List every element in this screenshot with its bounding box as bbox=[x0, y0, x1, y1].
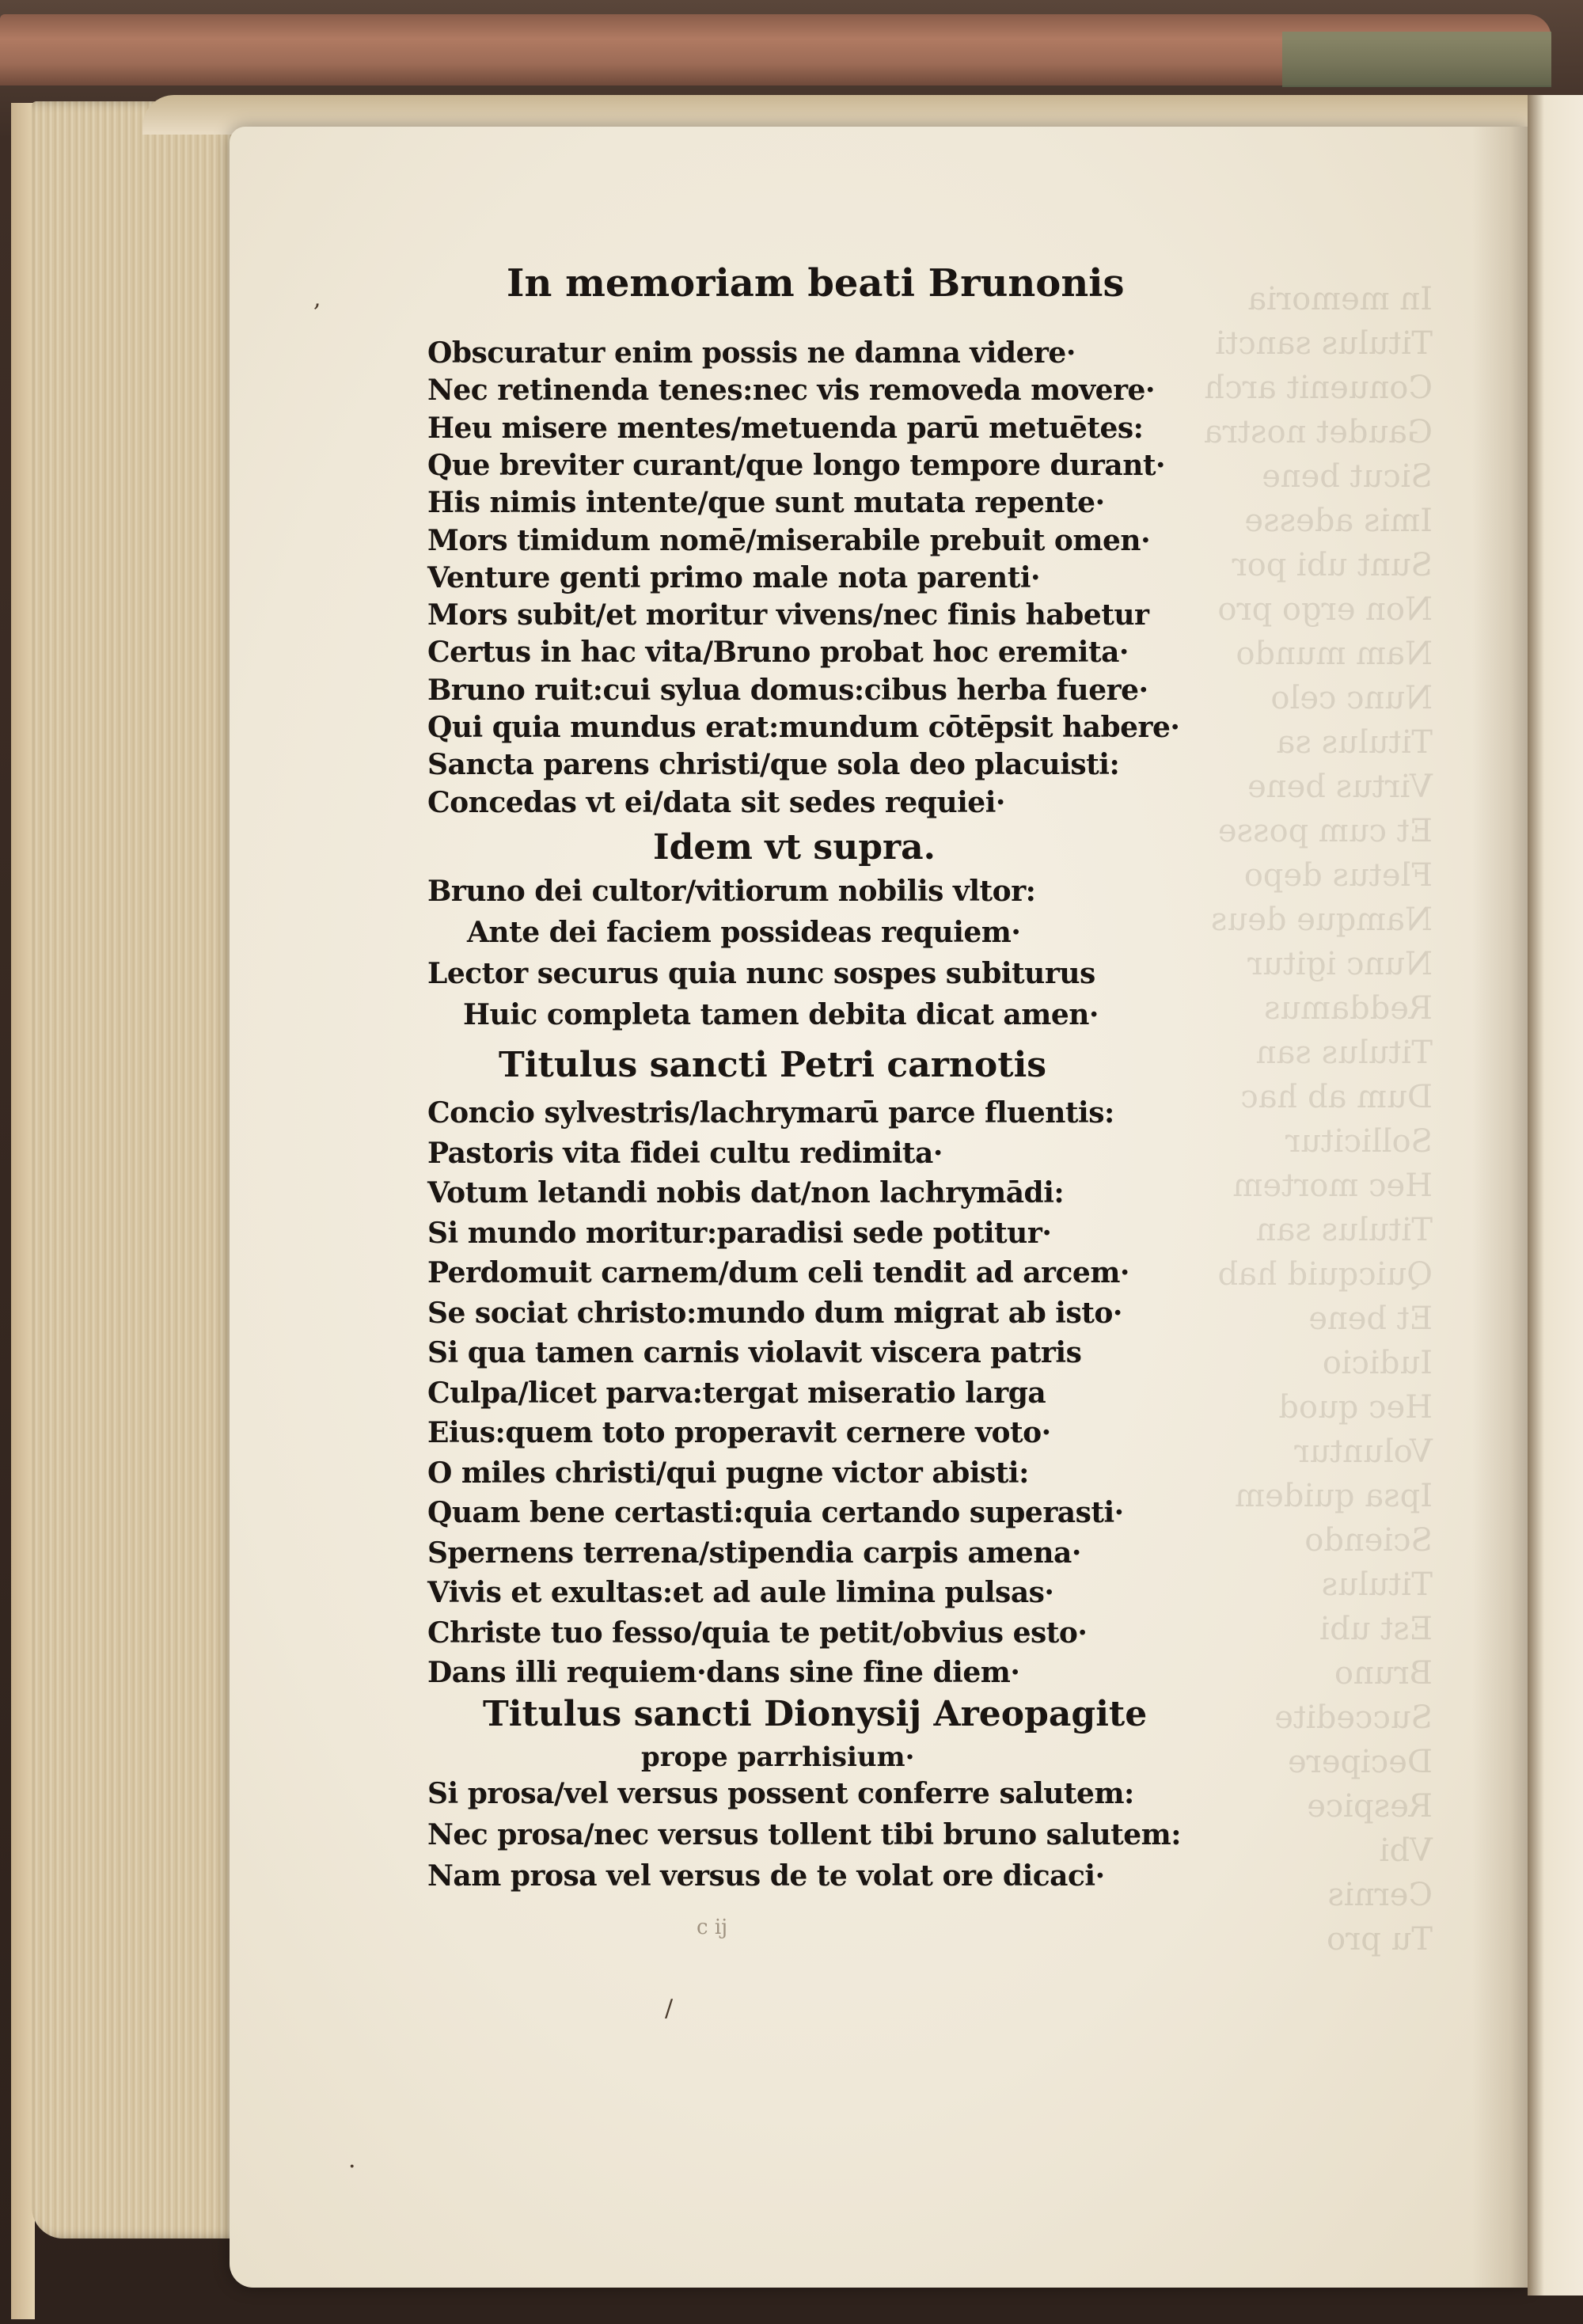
bleed-line: Sicut bene bbox=[1262, 458, 1433, 495]
bleed-line: Virtus bene bbox=[1247, 769, 1433, 805]
cover-clasp-strip bbox=[1282, 32, 1551, 87]
text-line: Mors timidum nomē/miserabile prebuit omen· bbox=[427, 523, 1151, 557]
bleed-line: Gaudet nostra bbox=[1203, 414, 1433, 450]
text-line: Nam prosa vel versus de te volat ore dicaci· bbox=[427, 1859, 1105, 1893]
text-line: Certus in hac vita/Bruno probat hoc eremita· bbox=[427, 636, 1129, 670]
bleed-line: In memoria bbox=[1247, 281, 1433, 317]
bleed-line: Et cum posse bbox=[1217, 813, 1433, 849]
text-line: Se sociat christo:mundo dum migrat ab isto· bbox=[427, 1296, 1122, 1330]
text-line: Concedas vt ei/data sit sedes requiei· bbox=[427, 785, 1005, 819]
text-line: Quam bene certasti:quia certando superasti· bbox=[427, 1496, 1124, 1529]
text-line: Ante dei faciem possideas requiem· bbox=[467, 916, 1021, 949]
heading-titulus-dionysij: Titulus sancti Dionysij Areopagite bbox=[483, 1694, 1148, 1734]
ink-mark: / bbox=[665, 1995, 674, 2022]
text-line: Huic completa tamen debita dicat amen· bbox=[463, 998, 1099, 1031]
heading-idem: Idem vt supra. bbox=[653, 827, 936, 868]
bleed-line: Tu pro bbox=[1327, 1921, 1433, 1958]
text-line: Nec prosa/nec versus tollent tibi bruno salutem: bbox=[427, 1818, 1182, 1851]
bleed-line: Ipsa quidem bbox=[1235, 1478, 1433, 1514]
text-line: Spernens terrena/stipendia carpis amena· bbox=[427, 1536, 1081, 1570]
bleed-line: Namque deus bbox=[1210, 902, 1433, 938]
gutter-shadow bbox=[1472, 127, 1536, 2288]
text-line: Si qua tamen carnis violavit viscera patris bbox=[427, 1336, 1082, 1369]
text-line: Si mundo moritur:paradisi sede potitur· bbox=[427, 1216, 1052, 1250]
text-line: Venture genti primo male nota parenti· bbox=[427, 560, 1041, 594]
bleed-line: Hec mortem bbox=[1232, 1168, 1433, 1204]
text-line: Concio sylvestris/lachrymarū parce fluentis: bbox=[427, 1096, 1114, 1130]
bleed-line: Sciendo bbox=[1304, 1522, 1433, 1559]
page-title: In memoriam beati Brunonis bbox=[507, 261, 1125, 306]
text-line: Dans illi requiem·dans sine fine diem· bbox=[427, 1656, 1020, 1689]
text-line: Eius:quem toto properavit cernere voto· bbox=[427, 1416, 1051, 1449]
heading-subline: prope parrhisium· bbox=[641, 1741, 915, 1773]
text-line: Si prosa/vel versus possent conferre salutem: bbox=[427, 1777, 1134, 1810]
bleed-line: Titulus sa bbox=[1276, 724, 1433, 761]
bleed-line: Nunc igitur bbox=[1247, 946, 1433, 982]
bleed-line: Nunc celo bbox=[1270, 680, 1433, 716]
bleed-line: Vbi bbox=[1379, 1832, 1433, 1869]
bleed-line: Et bene bbox=[1308, 1301, 1433, 1337]
text-line: Bruno ruit:cui sylua domus:cibus herba fuere· bbox=[427, 673, 1148, 707]
bleed-line: Non ergo pro bbox=[1217, 591, 1433, 628]
text-line: His nimis intente/que sunt mutata repente· bbox=[427, 486, 1105, 520]
bleed-line: Titulus sancti bbox=[1215, 325, 1433, 362]
bleed-line: Hec quod bbox=[1278, 1389, 1433, 1426]
bleed-line: Iudicio bbox=[1322, 1345, 1433, 1381]
text-line: Mors subit/et moritur vivens/nec finis habetur bbox=[427, 598, 1149, 632]
bleed-line: Titulus san bbox=[1255, 1212, 1433, 1248]
facing-page-edge bbox=[1528, 95, 1583, 2296]
text-line: Sancta parens christi/que sola deo placuisti: bbox=[427, 748, 1120, 782]
text-line: Pastoris vita fidei cultu redimita· bbox=[427, 1136, 943, 1170]
bleed-line: Sollicitur bbox=[1285, 1123, 1433, 1160]
bleed-line: Titulus san bbox=[1255, 1035, 1433, 1071]
bleed-line: Nam mundo bbox=[1236, 636, 1433, 672]
text-line: Heu misere mentes/metuenda parū metuētes: bbox=[427, 411, 1144, 445]
text-line: Obscuratur enim possis ne damna videre· bbox=[427, 336, 1076, 370]
text-line: Qui quia mundus erat:mundum cōtēpsit habere· bbox=[427, 711, 1180, 744]
text-line: Vivis et exultas:et ad aule limina pulsas· bbox=[427, 1576, 1054, 1609]
signature-mark: c ij bbox=[697, 1916, 728, 1939]
bleed-line: Sunt ubi por bbox=[1232, 547, 1433, 583]
text-line: Christe tuo fesso/quia te petit/obvius esto· bbox=[427, 1616, 1088, 1650]
bleed-line: Titulus bbox=[1321, 1566, 1433, 1603]
bleed-line: Cernis bbox=[1327, 1877, 1433, 1913]
text-block bbox=[427, 261, 1235, 1963]
bleed-line: Quicquid hab bbox=[1217, 1256, 1433, 1293]
heading-titulus-petri: Titulus sancti Petri carnotis bbox=[499, 1045, 1047, 1085]
bleed-line: Conuenit arch bbox=[1204, 370, 1433, 406]
bleed-line: Succedite bbox=[1274, 1699, 1433, 1736]
bleed-line: Imis adesse bbox=[1244, 503, 1433, 539]
text-line: Que breviter curant/que longo tempore durant· bbox=[427, 448, 1166, 482]
text-line: Culpa/licet parva:tergat miseratio larga bbox=[427, 1376, 1046, 1410]
bleed-line: Reddamus bbox=[1263, 990, 1433, 1027]
text-line: Nec retinenda tenes:nec vis removeda movere· bbox=[427, 374, 1155, 408]
bleed-line: Voluntur bbox=[1294, 1434, 1433, 1470]
bleed-line: Respice bbox=[1307, 1788, 1433, 1825]
text-line: Votum letandi nobis dat/non lachrymādi: bbox=[427, 1176, 1065, 1209]
text-line: O miles christi/qui pugne victor abisti: bbox=[427, 1456, 1029, 1490]
text-line: Bruno dei cultor/vitiorum nobilis vltor: bbox=[427, 875, 1036, 908]
text-line: Perdomuit carnem/dum celi tendit ad arcem· bbox=[427, 1256, 1129, 1289]
ink-mark: · bbox=[348, 2153, 356, 2181]
bleed-line: Dum ab hac bbox=[1240, 1079, 1433, 1115]
page-stack bbox=[32, 101, 245, 2239]
text-line: Lector securus quia nunc sospes subiturus bbox=[427, 957, 1095, 990]
bleed-line: Fletus depo bbox=[1243, 857, 1433, 894]
bleed-line: Est ubi bbox=[1319, 1611, 1433, 1647]
bleed-line: Decipere bbox=[1287, 1744, 1433, 1780]
ink-mark: , bbox=[313, 285, 321, 313]
bleed-line: Bruno bbox=[1334, 1655, 1433, 1692]
